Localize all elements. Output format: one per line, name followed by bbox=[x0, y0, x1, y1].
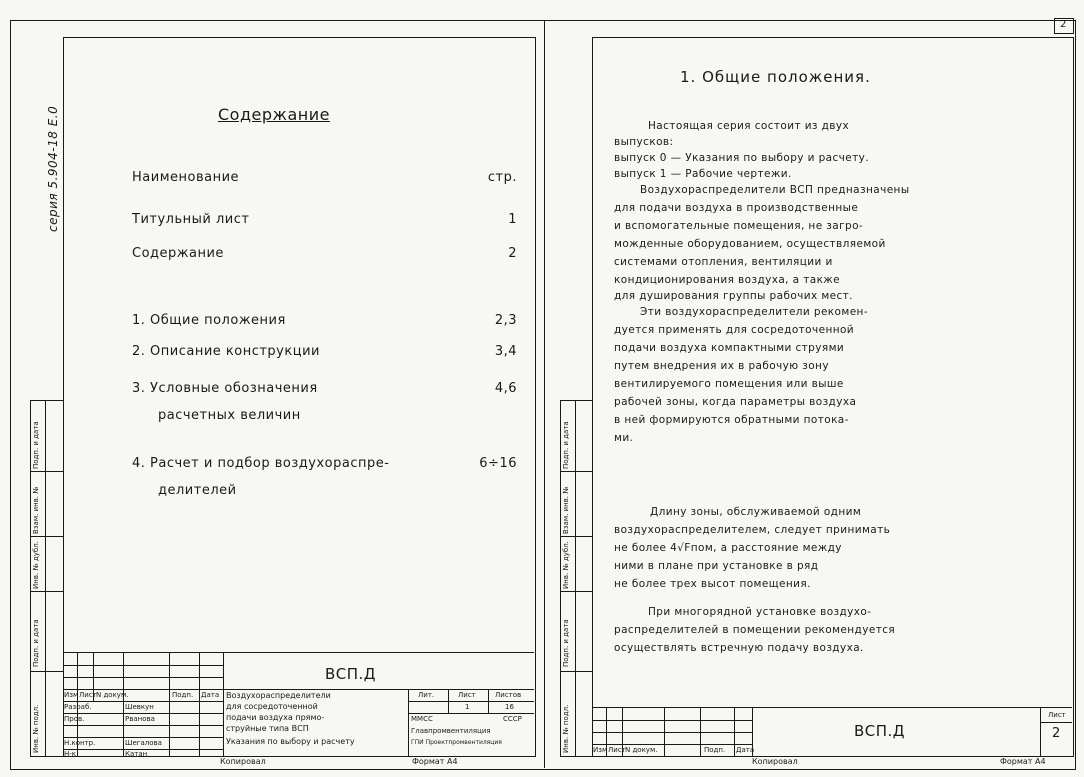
toc-row-label: 3. Условные обозначения bbox=[132, 381, 318, 396]
tb-name: Рванова bbox=[125, 715, 155, 723]
body-line: не более трех высот помещения. bbox=[614, 578, 811, 590]
center-divider bbox=[544, 20, 545, 768]
body-line: Длину зоны, обслуживаемой одним bbox=[650, 506, 862, 518]
left-title-block bbox=[63, 652, 534, 756]
tb-header-sign: Подп. bbox=[172, 691, 194, 699]
rtb-header-izm: Изм bbox=[593, 746, 608, 754]
right-side-stamp bbox=[560, 400, 593, 757]
right-tb-code: ВСП.Д bbox=[854, 722, 906, 740]
body-line: воздухораспределителем, следует принимать bbox=[614, 524, 891, 536]
tb-stage-header: Лит. bbox=[418, 691, 435, 699]
left-stamp-1: Подп. и дата bbox=[32, 421, 40, 469]
toc-row-label: расчетных величин bbox=[158, 408, 301, 423]
toc-row-page: 1 bbox=[508, 212, 517, 227]
right-stamp-5: Инв. № подл. bbox=[562, 704, 570, 753]
tb-org: ГПИ Проектпромвентиляция bbox=[411, 739, 502, 746]
tb-name: Катан bbox=[125, 750, 148, 758]
right-format-label: Формат А4 bbox=[1000, 757, 1046, 766]
left-stamp-2: Взам. инв. № bbox=[32, 486, 40, 534]
contents-title: Содержание bbox=[218, 105, 330, 124]
tb-role: Разраб. bbox=[64, 703, 92, 711]
body-line: рабочей зоны, когда параметры воздуха bbox=[614, 396, 857, 408]
tb-header-doc: N докум. bbox=[96, 691, 129, 699]
toc-row bbox=[132, 456, 517, 471]
rtb-sheet-label: Лист bbox=[1048, 711, 1066, 719]
right-title-block bbox=[592, 707, 1072, 756]
body-line: распределителей в помещении рекомендуется bbox=[614, 624, 896, 636]
tb-stage-header: Лист bbox=[458, 691, 476, 699]
tb-org: СССР bbox=[503, 715, 522, 723]
tb-stage-header: Листов bbox=[495, 691, 522, 699]
toc-row-label: 1. Общие положения bbox=[132, 313, 286, 328]
rtb-header-list: Лист bbox=[608, 746, 626, 754]
tb-desc: Указания по выбору и расчету bbox=[226, 737, 355, 746]
toc-row-page: 6÷16 bbox=[479, 456, 517, 471]
section-title: 1. Общие положения. bbox=[680, 68, 871, 86]
toc-row-label: Титульный лист bbox=[132, 212, 250, 227]
body-line: выпусков: bbox=[614, 136, 674, 148]
body-line: для подачи воздуха в производственные bbox=[614, 202, 859, 214]
body-line: Воздухораспределители ВСП предназначены bbox=[640, 184, 910, 196]
tb-role: Н.контр. bbox=[64, 739, 96, 747]
series-label: серия 5.904-18 Е.0 bbox=[46, 105, 60, 232]
tb-name: Шевкун bbox=[125, 703, 154, 711]
body-line: осуществлять встречную подачу воздуха. bbox=[614, 642, 864, 654]
tb-role: Н-к bbox=[64, 750, 77, 758]
toc-row-label: Содержание bbox=[132, 246, 224, 261]
right-stamp-2: Взам. инв. № bbox=[562, 486, 570, 534]
body-line: Настоящая серия состоит из двух bbox=[648, 120, 850, 132]
toc-row bbox=[132, 344, 517, 359]
body-line: выпуск 1 — Рабочие чертежи. bbox=[614, 168, 792, 180]
right-stamp-4: Подп. и дата bbox=[562, 619, 570, 667]
toc-header-page: стр. bbox=[487, 170, 517, 185]
tb-desc: Воздухораспределители bbox=[226, 691, 331, 700]
right-stamp-3: Инв. № дубл. bbox=[562, 541, 570, 589]
tb-header-izm: Изм bbox=[64, 691, 79, 699]
tb-org: Главпромвентиляция bbox=[411, 727, 491, 735]
body-line: ми. bbox=[614, 432, 634, 444]
tb-stage-value: 16 bbox=[505, 703, 514, 711]
right-copied-label: Копировал bbox=[752, 757, 798, 766]
rtb-sheet-value: 2 bbox=[1052, 726, 1061, 741]
body-line: и вспомогательные помещения, не загро- bbox=[614, 220, 864, 232]
left-copied-label: Копировал bbox=[220, 757, 266, 766]
body-line: вентилируемого помещения или выше bbox=[614, 378, 844, 390]
tb-role: Пров. bbox=[64, 715, 85, 723]
rtb-header-sign: Подп. bbox=[704, 746, 726, 754]
body-line: кондиционирования воздуха, а также bbox=[614, 274, 841, 286]
toc-row-page: 4,6 bbox=[494, 381, 517, 396]
top-sheet-number: 2 bbox=[1060, 19, 1067, 30]
toc-row-page: 2 bbox=[508, 246, 517, 261]
top-sheet-number-box bbox=[1054, 18, 1074, 34]
body-line: путем внедрения их в рабочую зону bbox=[614, 360, 829, 372]
toc-row-page: 2,3 bbox=[494, 313, 517, 328]
body-line: можденные оборудованием, осуществляемой bbox=[614, 238, 886, 250]
rtb-header-date: Дата bbox=[736, 746, 755, 754]
body-line: системами отопления, вентиляции и bbox=[614, 256, 833, 268]
tb-name: Шегалова bbox=[125, 739, 162, 747]
toc-row bbox=[158, 408, 517, 423]
right-stamp-1: Подп. и дата bbox=[562, 421, 570, 469]
tb-header-list: Лист bbox=[79, 691, 97, 699]
tb-org: ММСС bbox=[411, 715, 433, 723]
body-line: При многорядной установке воздухо- bbox=[648, 606, 872, 618]
toc-row bbox=[132, 212, 517, 227]
toc-row-page: 3,4 bbox=[494, 344, 517, 359]
rtb-header-doc: N докум. bbox=[625, 746, 658, 754]
toc-header bbox=[132, 170, 517, 185]
sheet-top-line bbox=[10, 20, 1074, 21]
left-stamp-3: Инв. № дубл. bbox=[32, 541, 40, 589]
tb-stage-value: 1 bbox=[465, 703, 470, 711]
toc-row-label: делителей bbox=[158, 483, 237, 498]
left-tb-code: ВСП.Д bbox=[325, 665, 377, 683]
body-line: дуется применять для сосредоточенной bbox=[614, 324, 855, 336]
toc-row bbox=[132, 381, 517, 396]
toc-row bbox=[158, 483, 517, 498]
body-line: Эти воздухораспределители рекомен- bbox=[640, 306, 869, 318]
toc-row-label: 2. Описание конструкции bbox=[132, 344, 320, 359]
toc-row bbox=[132, 246, 517, 261]
left-stamp-5: Инв. № подл. bbox=[32, 704, 40, 753]
left-stamp-4: Подп. и дата bbox=[32, 619, 40, 667]
left-side-stamp bbox=[30, 400, 64, 757]
tb-desc: струйные типа ВСП bbox=[226, 724, 309, 733]
tb-desc: подачи воздуха прямо- bbox=[226, 713, 325, 722]
body-line: подачи воздуха компактными струями bbox=[614, 342, 845, 354]
tb-desc: для сосредоточенной bbox=[226, 702, 318, 711]
left-page-frame bbox=[63, 37, 536, 757]
tb-header-date: Дата bbox=[201, 691, 220, 699]
toc-row bbox=[132, 313, 517, 328]
body-line: для душирования группы рабочих мест. bbox=[614, 290, 853, 302]
body-line: выпуск 0 — Указания по выбору и расчету. bbox=[614, 152, 869, 164]
body-line: в ней формируются обратными потока- bbox=[614, 414, 849, 426]
body-line: ними в плане при установке в ряд bbox=[614, 560, 819, 572]
toc-row-label: 4. Расчет и подбор воздухораспре- bbox=[132, 456, 390, 471]
toc-header-name: Наименование bbox=[132, 170, 240, 185]
body-line: не более 4√Fпом, а расстояние между bbox=[614, 542, 842, 554]
left-format-label: Формат А4 bbox=[412, 757, 458, 766]
